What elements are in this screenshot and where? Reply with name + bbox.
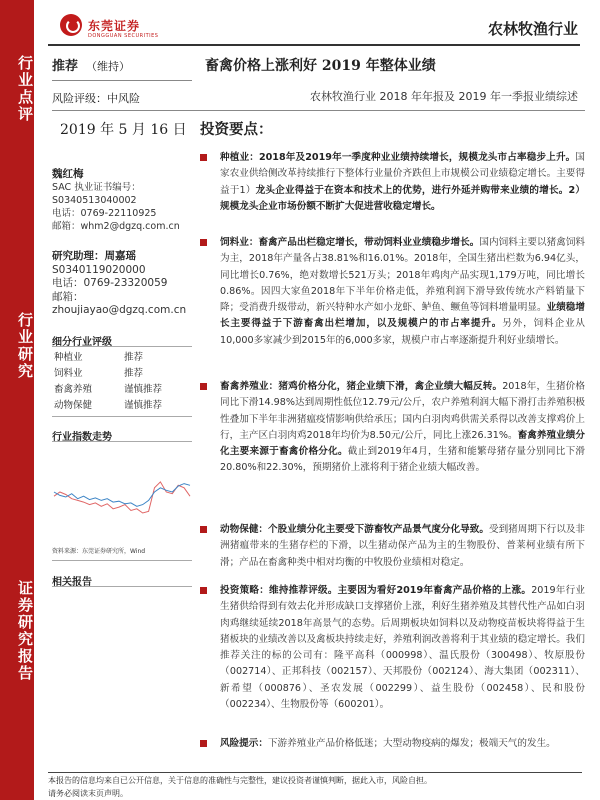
analyst-line: SAC 执业证书编号： bbox=[52, 182, 141, 193]
assistant-line: zhoujiayao@dgzq.com.cn bbox=[52, 304, 187, 316]
key-point bbox=[200, 583, 585, 713]
point-text: 下游养殖业产品价格低迷；大型动物疫病的爆发；极端天气的发生。 bbox=[267, 738, 556, 749]
key-point bbox=[200, 522, 585, 571]
logo-subtext: DONGGUAN SECURITIES bbox=[88, 33, 159, 39]
report-title: 畜禽价格上涨利好 2019 年整体业绩 bbox=[205, 58, 436, 74]
index-series-line-1 bbox=[54, 484, 190, 507]
analyst-block bbox=[52, 168, 180, 233]
point-emphasis: 2018年及2019年一季度种业业绩持续增长，规模龙头市占率稳步上升。 bbox=[258, 152, 576, 163]
analyst-line: 邮箱：whm2@dgzq.com.cn bbox=[52, 221, 180, 232]
divider bbox=[52, 80, 192, 81]
assistant-block bbox=[52, 250, 186, 318]
key-point bbox=[200, 235, 585, 349]
point-heading: 投资策略： bbox=[220, 585, 270, 596]
disclaimer-line: 请务必阅读末页声明。 bbox=[48, 789, 128, 798]
key-points-heading: 投资要点： bbox=[200, 122, 273, 138]
logo-text: 东莞证券 bbox=[88, 18, 141, 33]
point-emphasis: 维持推荐评级。主要因为看好2019年畜禽产品价格的上涨。 bbox=[269, 585, 532, 596]
sector-name: 饲料业 bbox=[54, 368, 83, 379]
report-subtitle: 农林牧渔行业 2018 年年报及 2019 年一季报业绩综述 bbox=[310, 90, 578, 103]
table-row bbox=[52, 364, 192, 380]
point-heading: 风险提示： bbox=[220, 738, 268, 749]
point-heading: 畜禽养殖业： bbox=[220, 381, 279, 392]
key-point bbox=[200, 150, 585, 215]
point-emphasis: 龙头企业得益于在资本和技术上的优势，进行外延并购带来业绩的增长。2）规模龙头企业市场份额不断扩大促进营收稳定增长。 bbox=[220, 184, 585, 212]
divider bbox=[52, 110, 585, 111]
rating-sub: （维持） bbox=[86, 60, 131, 73]
related-reports-title: 相关报告 bbox=[52, 577, 92, 588]
divider bbox=[52, 586, 192, 587]
key-point bbox=[200, 379, 585, 477]
bullet-marker-icon bbox=[200, 239, 207, 246]
sub-industry-table bbox=[52, 348, 192, 412]
point-heading: 饲料业： bbox=[220, 237, 259, 248]
point-text: 另外，饲料企业从10,000多家减少到2015年的6,000多家，规模户市占率逐渐提升利好业绩增长。 bbox=[220, 318, 585, 346]
key-point bbox=[200, 736, 585, 752]
point-emphasis: 猪鸡价格分化，猪企业绩下滑，禽企业绩大幅反转。 bbox=[278, 381, 503, 392]
divider bbox=[52, 416, 192, 417]
point-text: 2018年，生猪价格同比下滑14.98%达到周期性低位12.79元/公斤，农户养殖利润大幅下滑打击养殖积极性叠加下半年非洲猪瘟疫情影响供给承压；国内白羽肉鸡供需关系得以改善支撑鸡价上行，主产区白羽肉鸡2018年均价为8.50元/公斤，同比上涨26.31%。 bbox=[220, 381, 586, 441]
bullet-marker-icon bbox=[200, 526, 207, 533]
risk-level: 风险评级：中风险 bbox=[52, 92, 140, 105]
report-date: 2019 年 5 月 16 日 bbox=[60, 122, 187, 138]
logo-mark-icon bbox=[60, 14, 82, 36]
assistant-name: 研究助理：周嘉瑶 bbox=[52, 250, 136, 262]
rating bbox=[52, 55, 130, 74]
header-rule bbox=[48, 44, 580, 46]
assistant-line: 邮箱： bbox=[52, 290, 84, 303]
point-text: 国内饲料主要以猪禽饲料为主，2018年产量各占38.81%和16.01%。2018年，全国生猪出栏数为6.94亿头，同比增长0.76%，绝对数增长521万头；2018年鸡肉产品实现1,179万吨，同比增长0.86%。因四大家鱼2018年下半年价格走低，养殖利润下滑导致传统水产料销量下降；受消费升级带动，新兴特种水产如小龙虾、鲈鱼、鳜鱼等饲料增量明显。 bbox=[220, 237, 586, 314]
sector-rating: 谨慎推荐 bbox=[124, 384, 163, 395]
bullet-marker-icon bbox=[200, 587, 207, 594]
divider bbox=[52, 560, 192, 561]
sector-name: 动物保健 bbox=[54, 400, 93, 411]
sub-industry-title: 细分行业评级 bbox=[52, 337, 112, 348]
sector-rating: 推荐 bbox=[124, 368, 144, 379]
table-row bbox=[52, 348, 192, 364]
side-label-report: 证券研究报告 bbox=[16, 580, 34, 682]
index-series-line-0 bbox=[54, 482, 190, 513]
side-label-category: 行业研究 bbox=[16, 312, 34, 380]
table-row bbox=[52, 380, 192, 396]
divider bbox=[52, 346, 192, 347]
assistant-line: S0340119020000 bbox=[52, 263, 146, 276]
sector-rating: 推荐 bbox=[124, 352, 144, 363]
chart-source: 资料来源：东莞证券研究所，Wind bbox=[52, 548, 146, 555]
analyst-line: S0340513040002 bbox=[52, 195, 137, 206]
sector-name: 种植业 bbox=[54, 352, 83, 363]
disclaimer-line: 本报告的信息均来自已公开信息，关于信息的准确性与完整性，建议投资者谨慎判断，据此入市，风险自担。 bbox=[48, 776, 432, 785]
point-emphasis: 业绩稳增长主要得益于下游畜禽出栏增加，以及规模户的市占率提升。 bbox=[220, 302, 586, 330]
point-emphasis: 畜禽产品出栏稳定增长，带动饲料业业绩稳步增长。 bbox=[258, 237, 480, 248]
index-trend-title: 行业指数走势 bbox=[52, 432, 112, 443]
analyst-name: 魏红梅 bbox=[52, 168, 84, 180]
rating-label: 推荐 bbox=[52, 59, 79, 74]
side-label-type: 行业点评 bbox=[16, 55, 34, 123]
table-row bbox=[52, 396, 192, 412]
point-heading: 种植业： bbox=[220, 152, 259, 163]
sector-name: 畜禽养殖 bbox=[54, 384, 93, 395]
point-emphasis: 个股业绩分化主要受下游畜牧产品景气度分化导致。 bbox=[268, 524, 489, 535]
point-text: 截止到2019年4月，生猪和能繁母猪存量分别同比下滑20.80%和22.30%，预期猪价上涨将利于猪企业绩大幅改善。 bbox=[220, 446, 585, 474]
bullet-marker-icon bbox=[200, 383, 207, 390]
disclaimer-footer bbox=[48, 772, 582, 800]
sector-rating: 谨慎推荐 bbox=[124, 400, 163, 411]
industry-name: 农林牧渔行业 bbox=[487, 20, 578, 38]
index-trend-chart bbox=[52, 442, 192, 542]
point-text: 2019年行业生猪供给得到有效去化并形成缺口支撑猪价上涨，利好生猪养殖及其替代性产品如白羽肉鸡继续延续2018年高景气的态势。后周期板块如饲料以及动物疫苗板块将得益于生猪板块的业绩改善以及禽板块持续走好，养殖利润改善将利于其业绩的稳定增长。我们推荐关注的标的公司有：隆平高科（000998）、温氏股份（300498）、牧原股份（002714）、正邦科技（002157）、天邦股份（002124）、海大集团（002311）、新希望（000876）、圣农发展（002299）、益生股份（002458）、民和股份（002234）、生物股份等（600201）。 bbox=[220, 585, 586, 711]
bullet-marker-icon bbox=[200, 740, 207, 747]
point-text: 受到猪周期下行以及非洲猪瘟带来的生猪存栏的下滑，以生猪动保产品为主的生物股份、普莱柯业绩有所下滑；产品在畜禽种类中相对均衡的中牧股份业绩相对稳定。 bbox=[220, 524, 586, 568]
assistant-line: 电话：0769-23320059 bbox=[52, 277, 168, 289]
point-heading: 动物保健： bbox=[220, 524, 269, 535]
analyst-line: 电话：0769-22110925 bbox=[52, 208, 157, 219]
bullet-marker-icon bbox=[200, 154, 207, 161]
point-emphasis: 畜禽养殖业绩分化主要来源于畜禽价格分化。 bbox=[220, 429, 586, 458]
point-text: 国家农业供给侧改革持续推行下整体行业量价齐跌但上市规模公司业绩稳定增长。主要得益于1） bbox=[220, 152, 586, 196]
